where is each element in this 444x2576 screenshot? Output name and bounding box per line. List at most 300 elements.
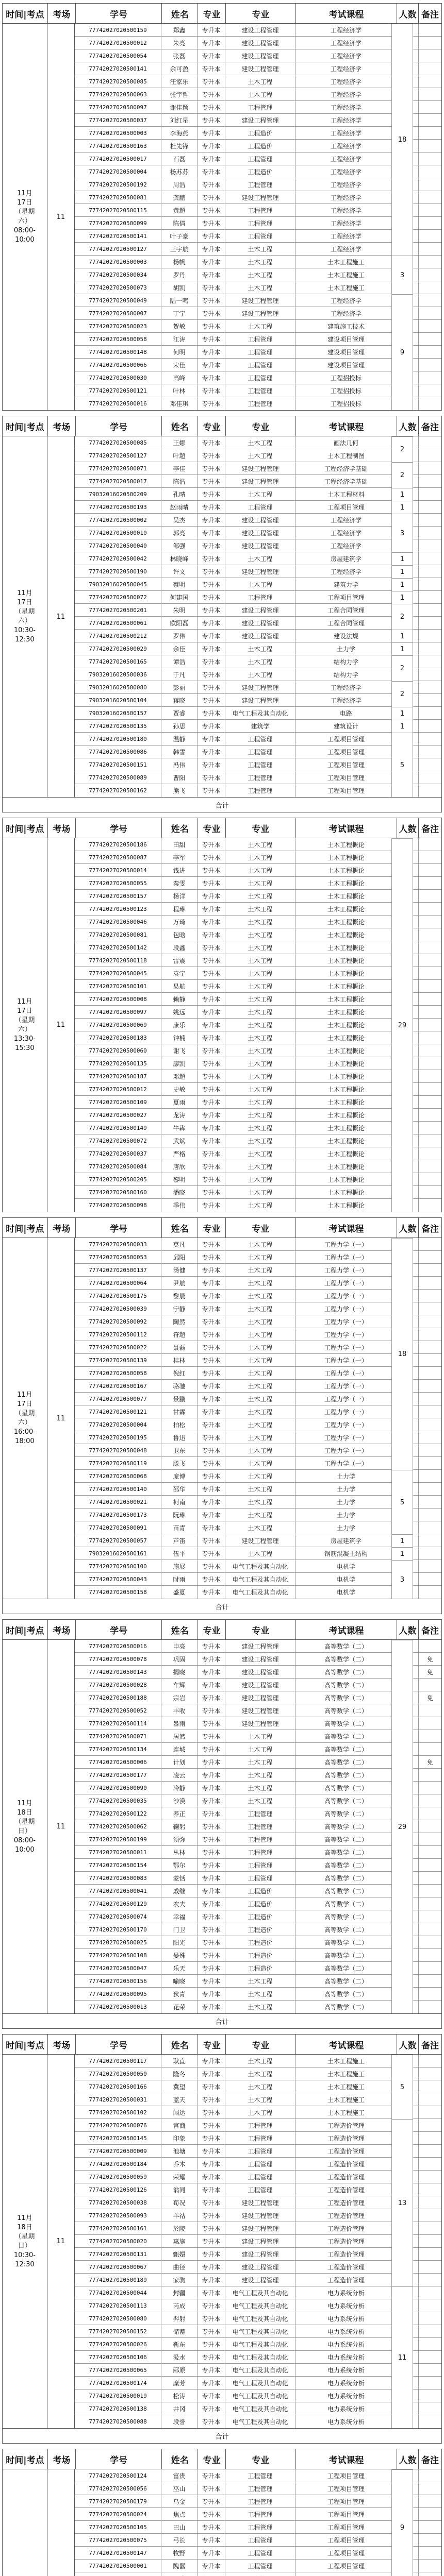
student-id-cell: 77742027020500011 xyxy=(75,1846,161,1858)
course-cell: 电力系统分析 xyxy=(295,2377,397,2389)
level-cell: 专升本 xyxy=(198,2106,225,2119)
student-id-cell: 77742027020500050 xyxy=(75,2067,161,2080)
count-cell xyxy=(397,1367,419,1379)
count-cell xyxy=(397,1264,419,1276)
major-cell: 土木工程 xyxy=(225,1019,295,1031)
headcount-cell: 11 xyxy=(391,2286,413,2428)
remark-cell xyxy=(419,2508,441,2520)
course-cell: 工程项目管理 xyxy=(295,2534,397,2546)
student-id-cell: 77742027020500147 xyxy=(75,2547,161,2559)
count-cell xyxy=(397,1936,419,1948)
remark-cell xyxy=(419,2196,441,2209)
student-id-cell: 77742027020500192 xyxy=(75,178,161,191)
table-row xyxy=(75,1186,441,1199)
student-id-cell: 77742027020500100 xyxy=(75,1560,161,1572)
remark-cell xyxy=(419,1560,441,1572)
table-row xyxy=(75,681,441,694)
student-name-cell: 晏殊 xyxy=(161,1949,198,1961)
level-cell: 专升本 xyxy=(198,1290,225,1302)
table-row xyxy=(75,2183,441,2196)
count-cell xyxy=(397,2325,419,2337)
table-row xyxy=(75,1044,441,1057)
table-row xyxy=(75,1444,441,1457)
student-name-cell: 宫商 xyxy=(161,2119,198,2131)
major-cell: 电气工程及其自动化 xyxy=(225,2351,295,2363)
exam-time-cell: 11月 17日 （星期 六） 10:30- 12:30 xyxy=(3,436,47,797)
table-row xyxy=(75,967,441,980)
level-cell: 专升本 xyxy=(198,1820,225,1833)
level-cell: 专升本 xyxy=(198,1936,225,1948)
headcount-cell: 1 xyxy=(391,1534,413,1547)
table-row xyxy=(75,294,441,307)
student-id-cell: 77742027020500077 xyxy=(75,1393,161,1405)
table-row xyxy=(75,1173,441,1186)
student-name-cell: 杨洋 xyxy=(161,890,198,902)
course-cell: 电力系统分析 xyxy=(295,2312,397,2325)
header-cell: 人数 xyxy=(397,818,419,838)
major-cell: 电气工程及其自动化 xyxy=(225,1573,295,1585)
student-name-cell: 李佳 xyxy=(161,462,198,474)
header-cell: 姓名 xyxy=(162,416,198,436)
student-id-cell: 77742027020500184 xyxy=(75,2158,161,2170)
course-cell: 工程经济学 xyxy=(295,294,397,307)
remark-cell xyxy=(419,1186,441,1198)
major-cell: 土木工程 xyxy=(225,1238,295,1250)
header-cell: 考场 xyxy=(48,4,76,23)
headcount-cell: 18 xyxy=(391,24,413,256)
course-cell: 工程经济学 xyxy=(295,37,397,49)
major-cell: 工程管理 xyxy=(225,501,295,513)
remark-cell xyxy=(419,1315,441,1328)
header-cell: 专业 xyxy=(226,2035,296,2054)
table-row xyxy=(75,333,441,346)
count-cell xyxy=(397,941,419,954)
level-cell: 专升本 xyxy=(198,1147,225,1160)
exam-time-cell xyxy=(3,2469,47,2576)
level-cell: 专升本 xyxy=(198,967,225,979)
header-cell: 学号 xyxy=(76,2449,162,2469)
student-name-cell: 牧野 xyxy=(161,2547,198,2559)
exam-time-cell: 11月 17日 （星期 六） 08:00- 10:00 xyxy=(3,24,47,410)
course-cell: 工程造价管理 xyxy=(295,2119,397,2131)
remark-cell xyxy=(419,565,441,578)
count-cell xyxy=(397,114,419,126)
remark-cell xyxy=(419,1496,441,1508)
level-cell: 专升本 xyxy=(198,1975,225,1987)
remark-cell xyxy=(419,1679,441,1691)
level-cell: 专升本 xyxy=(198,1846,225,1858)
count-cell xyxy=(397,1122,419,1134)
count-cell xyxy=(397,668,419,681)
student-name-cell: 幸福 xyxy=(161,1910,198,1923)
level-cell: 专升本 xyxy=(198,2235,225,2247)
student-name-cell: 翁同 xyxy=(161,2183,198,2196)
student-name-cell: 符超 xyxy=(161,1328,198,1341)
student-id-cell: 77742027020500091 xyxy=(75,1521,161,1534)
remark-cell xyxy=(419,1743,441,1755)
remark-cell xyxy=(419,1173,441,1185)
count-cell xyxy=(397,1044,419,1057)
student-name-cell: 陈倩 xyxy=(161,217,198,229)
headcount-cell: 1 xyxy=(391,552,413,565)
student-id-cell: 77742027020500158 xyxy=(75,1586,161,1599)
student-id-cell: 77742027020500049 xyxy=(75,294,161,307)
major-cell: 土木工程 xyxy=(225,243,295,255)
major-cell: 工程管理 xyxy=(225,371,295,384)
major-cell: 土木工程 xyxy=(225,1483,295,1495)
count-cell xyxy=(397,565,419,578)
level-cell: 专升本 xyxy=(198,941,225,954)
headcount-cell: 9 xyxy=(391,294,413,410)
schedule-block xyxy=(2,2449,442,2576)
major-cell: 土木工程 xyxy=(225,941,295,954)
table-row xyxy=(75,501,441,514)
count-cell xyxy=(397,384,419,397)
count-cell xyxy=(397,1186,419,1198)
student-name-cell: 孙思 xyxy=(161,720,198,732)
schedule-block xyxy=(2,416,442,812)
remark-cell xyxy=(419,281,441,294)
student-name-cell: 黄超 xyxy=(161,204,198,216)
student-id-cell: 77742027020500045 xyxy=(75,967,161,979)
count-cell xyxy=(397,2377,419,2389)
count-cell xyxy=(397,204,419,216)
course-cell: 土木工程施工 xyxy=(295,256,397,268)
student-id-cell: 77742027020500029 xyxy=(75,642,161,655)
table-row xyxy=(75,1109,441,1122)
table-row xyxy=(75,2560,441,2572)
level-cell: 专升本 xyxy=(198,617,225,629)
headcount-cell: 1 xyxy=(391,630,413,642)
student-id-cell: 77742027020500003 xyxy=(75,256,161,268)
count-cell xyxy=(397,1730,419,1742)
level-cell: 专升本 xyxy=(198,980,225,992)
student-name-cell: 余可盈 xyxy=(161,62,198,75)
course-cell: 工程项目管理 xyxy=(295,2469,397,2482)
total-row: 合计 xyxy=(3,798,441,812)
student-id-cell: 77742027020500001 xyxy=(75,2560,161,2572)
course-cell: 高等数学（二） xyxy=(295,1910,397,1923)
remark-cell xyxy=(419,1807,441,1820)
table-row xyxy=(75,941,441,954)
remark-cell xyxy=(419,2274,441,2286)
remark-cell xyxy=(419,140,441,152)
major-cell: 建设工程管理 xyxy=(225,617,295,629)
count-cell xyxy=(397,1897,419,1910)
level-cell: 专升本 xyxy=(198,784,225,797)
remark-cell xyxy=(419,1264,441,1276)
level-cell: 专升本 xyxy=(198,1679,225,1691)
table-row xyxy=(75,1923,441,1936)
student-name-cell: 郭亮 xyxy=(161,527,198,539)
student-id-cell: 77742027020500134 xyxy=(75,1743,161,1755)
remark-cell xyxy=(419,1962,441,1974)
remark-cell xyxy=(419,165,441,178)
major-cell: 土木工程 xyxy=(225,1070,295,1082)
level-cell: 专升本 xyxy=(198,62,225,75)
major-cell: 建设工程管理 xyxy=(225,475,295,487)
student-name-cell: 黎晨 xyxy=(161,1290,198,1302)
student-id-cell: 77742027020500037 xyxy=(75,1147,161,1160)
count-cell xyxy=(397,1782,419,1794)
table-row xyxy=(75,1560,441,1573)
student-name-cell: 戚继 xyxy=(161,1885,198,1897)
headcount-cell: 18 xyxy=(391,1238,413,1470)
count-cell xyxy=(397,1315,419,1328)
course-cell: 工程项目管理 xyxy=(295,784,397,797)
table-row xyxy=(75,2286,441,2299)
table-row xyxy=(75,784,441,797)
table-row xyxy=(75,346,441,359)
course-cell: 高等数学（二） xyxy=(295,1897,397,1910)
student-id-cell: 77742027020500012 xyxy=(75,37,161,49)
count-cell xyxy=(397,2222,419,2234)
table-row xyxy=(75,1846,441,1859)
student-name-cell: 龚鹏 xyxy=(161,191,198,204)
course-cell: 土木工程施工 xyxy=(295,281,397,294)
table-row xyxy=(75,539,441,552)
course-cell: 高等数学（二） xyxy=(295,1936,397,1948)
table-row xyxy=(75,604,441,617)
major-cell: 建设工程管理 xyxy=(225,1717,295,1730)
course-cell: 房屋建筑学 xyxy=(295,552,397,565)
level-cell: 专升本 xyxy=(198,694,225,706)
student-id-cell: 77742027020500205 xyxy=(75,1173,161,1185)
table-row xyxy=(75,565,441,578)
remark-cell xyxy=(419,75,441,88)
remark-cell xyxy=(419,2261,441,2273)
student-id-cell: 77742027020500199 xyxy=(75,1833,161,1845)
student-name-cell: 欧阳磊 xyxy=(161,617,198,629)
course-cell: 土木工程概论 xyxy=(295,851,397,863)
table-row xyxy=(75,630,441,642)
table-row xyxy=(75,993,441,1006)
student-name-cell: 乌金 xyxy=(161,2495,198,2507)
major-cell: 土木工程 xyxy=(225,1186,295,1198)
level-cell: 专升本 xyxy=(198,320,225,332)
count-cell xyxy=(397,1833,419,1845)
table-row xyxy=(75,2521,441,2534)
table-row xyxy=(75,1341,441,1354)
count-cell xyxy=(397,2274,419,2286)
student-name-cell: 巴山 xyxy=(161,2521,198,2533)
count-cell xyxy=(397,371,419,384)
student-name-cell: 隗嚣 xyxy=(161,2560,198,2572)
level-cell: 专升本 xyxy=(198,2132,225,2144)
student-id-cell: 77742027020500135 xyxy=(75,1057,161,1070)
student-name-cell: 杨苏苏 xyxy=(161,165,198,178)
student-id-cell: 77742027020500102 xyxy=(75,2106,161,2119)
count-cell xyxy=(397,127,419,139)
student-name-cell: 狄青 xyxy=(161,1988,198,2000)
table-row xyxy=(75,1328,441,1341)
student-id-cell: 77742027020500081 xyxy=(75,928,161,941)
table-row xyxy=(75,1872,441,1885)
major-cell: 土木工程 xyxy=(225,256,295,268)
course-cell: 工程经济学 xyxy=(295,204,397,216)
major-cell: 土木工程 xyxy=(225,1418,295,1431)
remark-cell xyxy=(419,591,441,603)
table-row xyxy=(75,1019,441,1031)
header-cell: 学号 xyxy=(76,2035,162,2054)
student-name-cell: 桂林 xyxy=(161,1354,198,1366)
table-row xyxy=(75,1653,441,1666)
course-cell: 工程力学（一） xyxy=(295,1264,397,1276)
student-id-cell: 77742027020500040 xyxy=(75,539,161,552)
level-cell: 专升本 xyxy=(198,2338,225,2350)
major-cell: 工程管理 xyxy=(225,1859,295,1871)
student-name-cell: 唐欣 xyxy=(161,1160,198,1173)
student-name-cell: 史敏 xyxy=(161,1083,198,1095)
major-cell: 工程管理 xyxy=(225,333,295,345)
header-cell: 考试课程 xyxy=(296,2035,398,2054)
remark-cell xyxy=(419,449,441,462)
student-id-cell: 77742027020500016 xyxy=(75,1640,161,1652)
count-cell xyxy=(397,838,419,851)
remark-cell xyxy=(419,784,441,797)
major-cell: 土木工程 xyxy=(225,1199,295,1212)
level-cell: 专升本 xyxy=(198,864,225,876)
student-name-cell: 巩固 xyxy=(161,1653,198,1665)
count-cell xyxy=(397,1405,419,1418)
level-cell: 专升本 xyxy=(198,604,225,616)
count-cell xyxy=(397,1975,419,1987)
course-cell: 土力学 xyxy=(295,1496,397,1508)
header-cell: 考场 xyxy=(48,1218,76,1238)
student-id-cell: 77742027020500007 xyxy=(75,307,161,319)
student-id-cell: 77742027020500084 xyxy=(75,1160,161,1173)
count-cell xyxy=(397,1302,419,1315)
student-name-cell: 叶林 xyxy=(161,384,198,397)
table-row xyxy=(75,2209,441,2222)
major-cell: 土木工程 xyxy=(225,88,295,100)
count-cell xyxy=(397,37,419,49)
table-row xyxy=(75,256,441,268)
course-cell: 工程造价管理 xyxy=(295,2183,397,2196)
student-name-cell: 陈浩 xyxy=(161,475,198,487)
major-cell: 工程造价 xyxy=(225,1962,295,1974)
level-cell: 专升本 xyxy=(198,501,225,513)
header-cell: 人数 xyxy=(397,2035,419,2054)
count-cell xyxy=(397,2299,419,2312)
course-cell: 工程力学（一） xyxy=(295,1431,397,1444)
table-row xyxy=(75,1083,441,1096)
count-cell xyxy=(397,140,419,152)
exam-time-cell: 11月 18日 （星期 日） 08:00- 10:00 xyxy=(3,1640,47,2013)
course-cell: 工程力学（一） xyxy=(295,1277,397,1289)
student-name-cell: 刘红星 xyxy=(161,114,198,126)
remark-cell xyxy=(419,1936,441,1948)
level-cell: 专升本 xyxy=(198,1470,225,1482)
remark-cell xyxy=(419,1405,441,1418)
student-id-cell: 77742027020500090 xyxy=(75,1782,161,1794)
count-cell xyxy=(397,720,419,732)
remark-cell xyxy=(419,655,441,668)
major-cell: 土木工程 xyxy=(225,1251,295,1263)
student-name-cell: 汪家乐 xyxy=(161,75,198,88)
student-name-cell: 钱进 xyxy=(161,864,198,876)
count-cell xyxy=(397,1470,419,1482)
header-cell: 姓名 xyxy=(162,1620,198,1639)
level-cell: 专升本 xyxy=(198,152,225,165)
header-cell: 考试课程 xyxy=(296,4,398,23)
student-name-cell: 聂磊 xyxy=(161,1341,198,1353)
student-name-cell: 温静 xyxy=(161,733,198,745)
student-id-cell: 77742027020500118 xyxy=(75,954,161,967)
count-cell xyxy=(397,2482,419,2495)
student-id-cell: 77742027020500089 xyxy=(75,771,161,784)
count-cell xyxy=(397,928,419,941)
course-cell: 土力学 xyxy=(295,1483,397,1495)
remark-cell xyxy=(419,668,441,681)
course-cell: 工程造价管理 xyxy=(295,2274,397,2286)
major-cell: 土木工程 xyxy=(225,1782,295,1794)
table-header xyxy=(3,2035,441,2055)
table-row xyxy=(75,178,441,191)
headcount-cell: 1 xyxy=(391,578,413,591)
level-cell: 专升本 xyxy=(198,1070,225,1082)
level-cell: 专升本 xyxy=(198,1354,225,1366)
remark-cell xyxy=(419,2495,441,2507)
level-cell: 专升本 xyxy=(198,1756,225,1768)
exam-room-cell: 11 xyxy=(47,1640,75,2013)
table-row xyxy=(75,980,441,993)
course-cell: 土力学 xyxy=(295,1470,397,1482)
student-name-cell: 羿射 xyxy=(161,2312,198,2325)
level-cell: 专升本 xyxy=(198,1666,225,1678)
table-row xyxy=(75,75,441,88)
header-cell: 学号 xyxy=(76,4,162,23)
major-cell: 土木工程 xyxy=(225,1315,295,1328)
student-id-cell: 79032016020500104 xyxy=(75,694,161,706)
major-cell: 土木工程 xyxy=(225,1393,295,1405)
course-cell: 结构力学 xyxy=(295,668,397,681)
table-row xyxy=(75,140,441,152)
student-id-cell: 77742027020500137 xyxy=(75,1264,161,1276)
course-cell: 工程力学（一） xyxy=(295,1238,397,1250)
count-cell xyxy=(397,771,419,784)
course-cell: 电机学 xyxy=(295,1573,397,1585)
major-cell: 土木工程 xyxy=(225,1031,295,1044)
major-cell: 工程管理 xyxy=(225,2119,295,2131)
header-cell: 专业 xyxy=(198,818,226,838)
level-cell: 专升本 xyxy=(198,1431,225,1444)
count-cell xyxy=(397,642,419,655)
table-row xyxy=(75,1833,441,1846)
student-id-cell: 79032016020500157 xyxy=(75,707,161,719)
count-cell xyxy=(397,1096,419,1108)
table-row xyxy=(75,1949,441,1962)
table-row xyxy=(75,2145,441,2158)
level-cell: 专升本 xyxy=(198,851,225,863)
remark-cell xyxy=(419,2469,441,2482)
table-row xyxy=(75,24,441,37)
remark-cell xyxy=(419,2055,441,2067)
student-name-cell xyxy=(161,2572,198,2576)
student-name-cell: 骆驰 xyxy=(161,1380,198,1392)
major-cell: 土木工程 xyxy=(225,903,295,915)
remark-cell xyxy=(419,681,441,693)
student-name-cell: 郑鑫 xyxy=(161,24,198,36)
count-cell xyxy=(397,2235,419,2247)
student-id-cell: 77742027020500023 xyxy=(75,320,161,332)
major-cell: 土木工程 xyxy=(225,436,295,449)
count-cell xyxy=(397,2572,419,2576)
level-cell: 专升本 xyxy=(198,1109,225,1121)
student-name-cell: 陶然 xyxy=(161,1315,198,1328)
level-cell: 专升本 xyxy=(198,1122,225,1134)
remark-cell xyxy=(419,152,441,165)
